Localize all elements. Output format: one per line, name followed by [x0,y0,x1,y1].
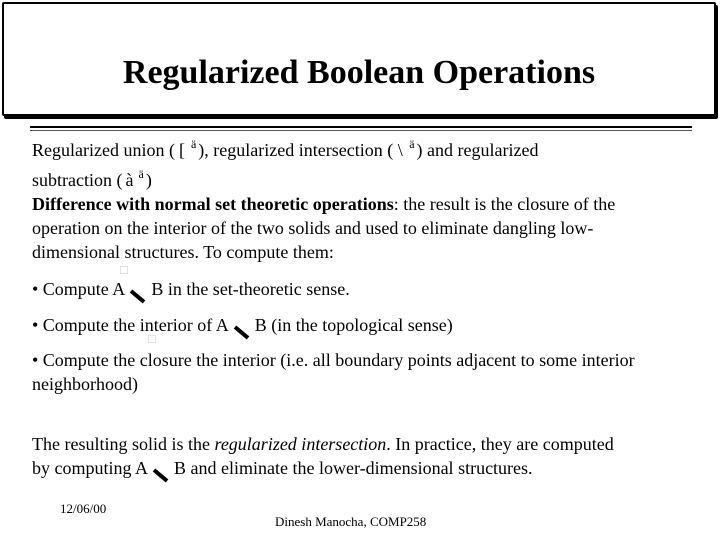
text-fragment: . In practice, they are computed by computing A [32,434,614,478]
regularized-marker: ä [138,167,144,181]
faint-artifact: □ [148,331,156,346]
text-fragment: B and eliminate the lower-dimensional structures. [174,458,533,478]
bullet-text [32,313,672,337]
text-fragment: Regularized union ( [32,140,175,160]
bullet-compute-set [32,277,672,301]
divider-rule [30,126,692,128]
text-fragment: : the result is the closure of the operation on the interior of the two solids and used to eliminate dangling low-dimensional structures. To compute them: [32,194,616,262]
para-definitions-line2 [32,162,672,192]
operator-icon [129,283,147,297]
bold-phrase: Difference with normal set theoretic operations [32,194,394,214]
bullet-text [32,277,672,301]
text-fragment: ) [145,170,152,190]
union-symbol: [ [178,140,185,160]
para-result [32,432,622,480]
faint-artifact: □ [120,262,128,277]
bullet-compute-closure [32,348,652,396]
text-fragment: ) and regularized [416,140,539,160]
operator-icon [233,319,251,333]
slide-title: Regularized Boolean Operations [122,54,596,91]
text-fragment: ), regularized intersection ( [198,140,394,160]
subtraction-symbol: à [125,170,134,190]
para-definitions [32,132,672,192]
para-difference [32,192,672,264]
para-definitions-line1 [32,132,672,162]
text-fragment: subtraction ( [32,170,123,190]
text-fragment: B (in the topological sense) [254,315,453,335]
para-difference-text [32,192,672,264]
text-fragment: B in the set-theoretic sense. [151,279,350,299]
intersection-symbol: \ [397,140,403,160]
bullet-text: • Compute the closure the interior (i.e. all boundary points adjacent to some interior neighborhood) [32,350,635,394]
text-fragment: • Compute A [32,279,126,299]
regularized-marker: ä [190,137,197,151]
regularized-marker: ä [409,137,415,151]
text-fragment: • Compute the interior of A [32,315,229,335]
footer-author: Dinesh Manocha, COMP258 [275,514,427,529]
title-box [2,2,716,116]
bullet-compute-interior [32,313,672,337]
para-result-text [32,432,622,480]
operator-icon [152,462,170,476]
footer-date: 12/06/00 [60,501,107,516]
text-fragment: The resulting solid is the [32,434,215,454]
italic-term: regularized intersection [214,434,387,454]
divider-rule-thin [30,130,692,131]
